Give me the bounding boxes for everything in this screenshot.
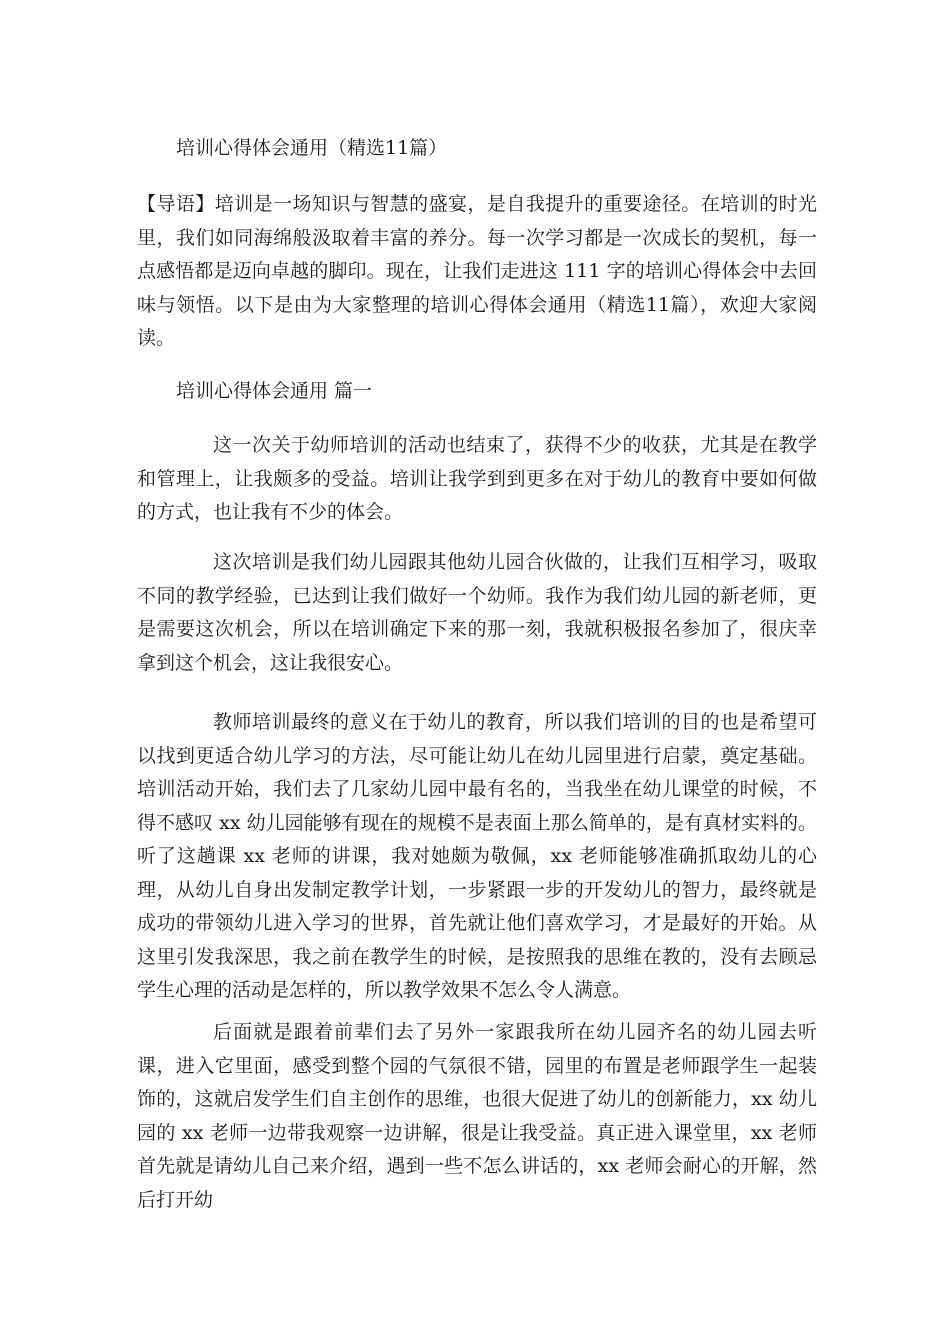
body-paragraph-3: 教师培训最终的意义在于幼儿的教育，所以我们培训的目的也是希望可以找到更适合幼儿学习的方法，尽可能让幼儿在幼儿园里进行启蒙，奠定基础。培训活动开始，我们去了几家幼儿园中最有名的，当我坐在幼儿课堂的时候，不得不感叹 xx 幼儿园能够有现在的规模不是表面上那么简单的，是有真材实料的。听了这趟课 xx 老师的讲课，我对她颇为敬佩，xx 老师能够准确抓取幼儿的心理，从幼儿自身出发制定教学计划，一步紧跟一步的开发幼儿的智力，最终就是成功的带领幼儿进入学习的世界，首先就让他们喜欢学习，才是最好的开始。从这里引发我深思，我之前在教学生的时候，是按照我的思维在教的，没有去顾忌学生心理的活动是怎样的，所以教学效果不怎么令人满意。 <box>137 711 817 1001</box>
intro-paragraph: 【导语】培训是一场知识与智慧的盛宴，是自我提升的重要途径。在培训的时光里，我们如同海绵般汲取着丰富的养分。每一次学习都是一次成长的契机，每一点感悟都是迈向卓越的脚印。现在，让我们走进这 111 字的培训心得体会中去回味与领悟。以下是由为大家整理的培训心得体会通用（精选11篇），欢迎大家阅读。 <box>137 193 817 349</box>
section-heading: 培训心得体会通用 篇一 <box>176 380 373 402</box>
body-paragraph-1: 这一次关于幼师培训的活动也结束了，获得不少的收获，尤其是在教学和管理上，让我颇多的受益。培训让我学到到更多在对于幼儿的教育中要如何做的方式，也让我有不少的体会。 <box>137 434 817 523</box>
body-paragraph-4: 后面就是跟着前辈们去了另外一家跟我所在幼儿园齐名的幼儿园去听课，进入它里面，感受到整个园的气氛很不错，园里的布置是老师跟学生一起装饰的，这就启发学生们自主创作的思维，也很大促进了幼儿的创新能力，xx 幼儿园的 xx 老师一边带我观察一边讲解，很是让我受益。真正进入课堂里，xx 老师首先就是请幼儿自己来介绍，遇到一些不怎么讲话的，xx 老师会耐心的开解，然后打开幼 <box>137 1021 817 1211</box>
body-paragraph-2: 这次培训是我们幼儿园跟其他幼儿园合伙做的，让我们互相学习，吸取不同的教学经验，已达到让我们做好一个幼师。我作为我们幼儿园的新老师，更是需要这次机会，所以在培训确定下来的那一刻，我就积极报名参加了，很庆幸拿到这个机会，这让我很安心。 <box>137 551 817 674</box>
document-title: 培训心得体会通用（精选11篇） <box>176 137 448 159</box>
